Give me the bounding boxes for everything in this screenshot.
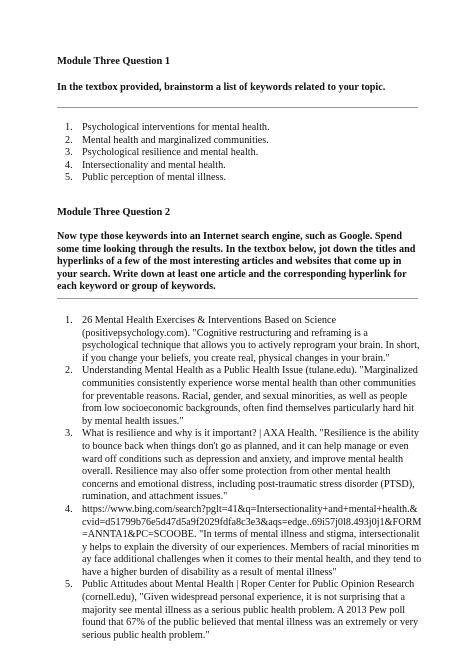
- list-item: [57, 160, 397, 173]
- list-number: 3.: [65, 428, 73, 440]
- list-item-text: Public Attitudes about Mental Health | Roper Center for Public Opinion Research (cornell.edu), "Given widespread personal experience, it is not surprising that a majority see mental illness as a serious public health problem. A 2013 Pew poll found that 67% of the public believed that mental illness was an extremely or very serious public health problem.": [82, 579, 419, 641]
- list-item-text: Mental health and marginalized communities.: [82, 134, 269, 146]
- list-item: [57, 428, 422, 504]
- question-2-prompt: Now type those keywords into an Internet search engine, such as Google. Spend some time looking through the results. In the textbox below, jot down the titles and hyperlinks of a few of the most interesting articles and websites that come up in your search. Write down at least one article and the corresponding hyperlink for each keyword or group of keywords.: [57, 231, 416, 293]
- list-item-text: https://www.bing.com/search?pglt=41&q=Intersectionality+and+mental+health.&cvid=d51799b76e5d47d5a9f2029fdfa8c3e3&aqs=edge..69i57j0l8.493j0j1&FORM=ANNTA1&PC=SCOOBE. "In terms of mental illness and stigma, intersectionality helps to explain the diversity of our experiences. Members of racial minorities may face additional challenges when it comes to their mental health, and they tend to have a higher burden of disability as a result of mental illness": [82, 503, 422, 578]
- list-item: [57, 122, 397, 135]
- list-number: 2.: [65, 134, 73, 146]
- list-number: 5.: [65, 172, 73, 184]
- question-1-heading: Module Three Question 1: [57, 56, 171, 67]
- list-item-text: What is resilience and why is it important? | AXA Health. "Resilience is the ability to bounce back when things don't go as planned, and it can help manage or even ward off conditions such as depression and anxiety, and improve mental health overall. Resilience may also offer some protection from other mental health concerns and emotional distress, including post-traumatic stress disorder (PTSD), rumination, and attachment issues.": [82, 428, 419, 503]
- list-number: 3.: [65, 147, 73, 159]
- question-1-prompt: In the textbox provided, brainstorm a list of keywords related to your topic.: [57, 82, 386, 93]
- keyword-list: [57, 122, 397, 185]
- list-item-text: Public perception of mental illness.: [82, 172, 227, 184]
- list-item-text: Understanding Mental Health as a Public Health Issue (tulane.edu). "Marginalized communities consistently experience worse mental health than other communities for preventable reasons. Racial, gender, and sexual minorities, as well as people from low socioeconomic backgrounds, often find themselves particularly hard hit by mental health issues.": [82, 365, 418, 427]
- list-item-text: 26 Mental Health Exercises & Interventions Based on Science (positivepsychology.com). "Cognitive restructuring and reframing is a psychological technique that allows you to actively reprogram your brain. In short, if you change your beliefs, you create real, physical changes in your brain.": [82, 315, 420, 364]
- list-number: 4.: [65, 503, 73, 515]
- list-item: [57, 365, 422, 428]
- list-number: 1.: [65, 122, 73, 133]
- list-item: [57, 315, 422, 365]
- list-number: 1.: [65, 315, 73, 326]
- list-item: [57, 504, 422, 580]
- list-item: [57, 579, 422, 642]
- list-number: 5.: [65, 579, 73, 591]
- textbox-divider: [57, 107, 418, 108]
- list-item: [57, 135, 397, 148]
- list-number: 4.: [65, 159, 73, 171]
- list-number: 2.: [65, 365, 73, 377]
- list-item-text: Psychological interventions for mental health.: [82, 122, 270, 133]
- list-item-text: Psychological resilience and mental health.: [82, 147, 259, 159]
- textbox-divider: [57, 298, 418, 299]
- list-item: [57, 147, 397, 160]
- list-item: [57, 172, 397, 185]
- list-item-text: Intersectionality and mental health.: [82, 159, 226, 171]
- question-2-heading: Module Three Question 2: [57, 207, 171, 218]
- article-list: [57, 315, 422, 642]
